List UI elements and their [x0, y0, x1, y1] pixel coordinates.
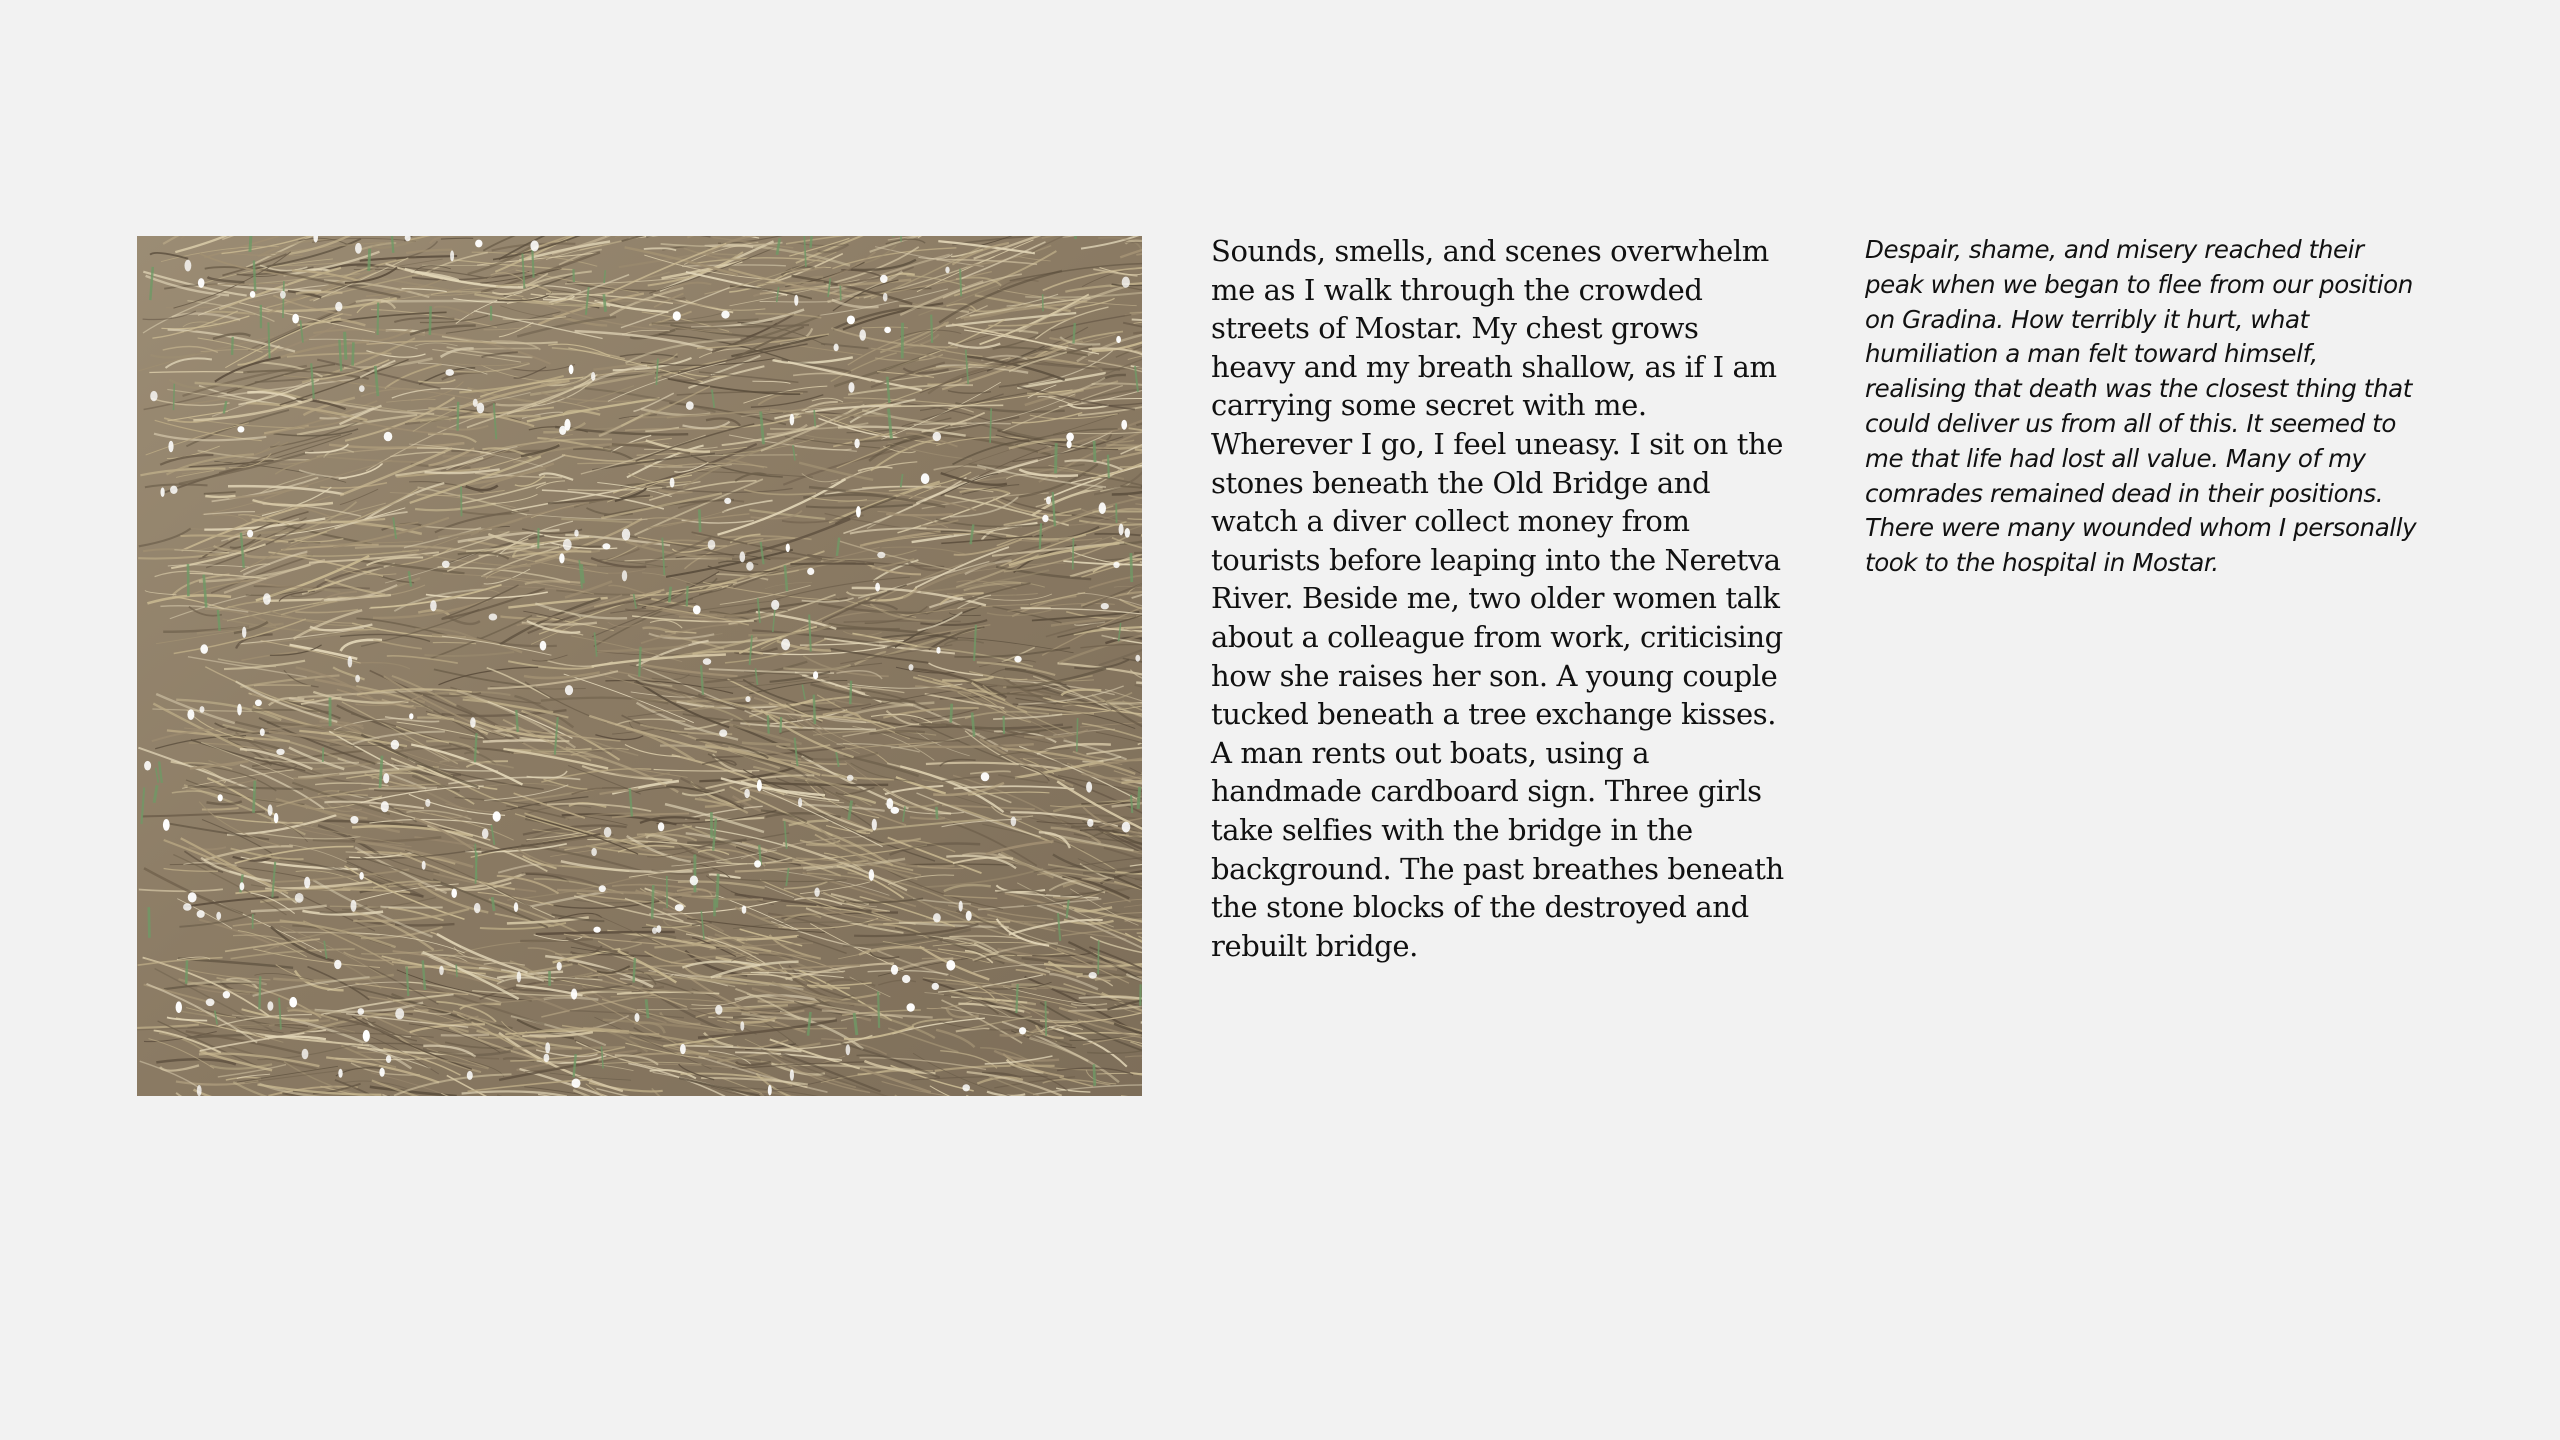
grass-field-with-snowdrops-photo — [137, 236, 1142, 1096]
quote-paragraph: Despair, shame, and misery reached their peak when we began to flee from our position on Gradina. How terribly it hurt, what humiliation a man felt toward himself, realising that death was the closest thing that could deliver us from all of this. It seemed to me that life had lost all value. Many of my comrades remained dead in their positions. There were many wounded whom I personally took to the hospital in Mostar. — [1865, 235, 2417, 578]
main-paragraph: Sounds, smells, and scenes overwhelm me as I walk through the crowded streets of Mostar. My chest grows heavy and my breath shallow, as if I am carrying some secret with me. Wherever I go, I feel uneasy. I sit on the stones beneath the Old Bridge and watch a diver collect money from tourists before leaping into the Neretva River. Beside me, two older women talk about a colleague from work, criticising how she raises her son. A young couple tucked beneath a tree exchange kisses. A man rents out boats, using a handmade cardboard sign. Three girls take selfies with the bridge in the background. The past breathes beneath the stone blocks of the destroyed and rebuilt bridge. — [1211, 234, 1784, 963]
grass-photo — [137, 236, 1142, 1096]
